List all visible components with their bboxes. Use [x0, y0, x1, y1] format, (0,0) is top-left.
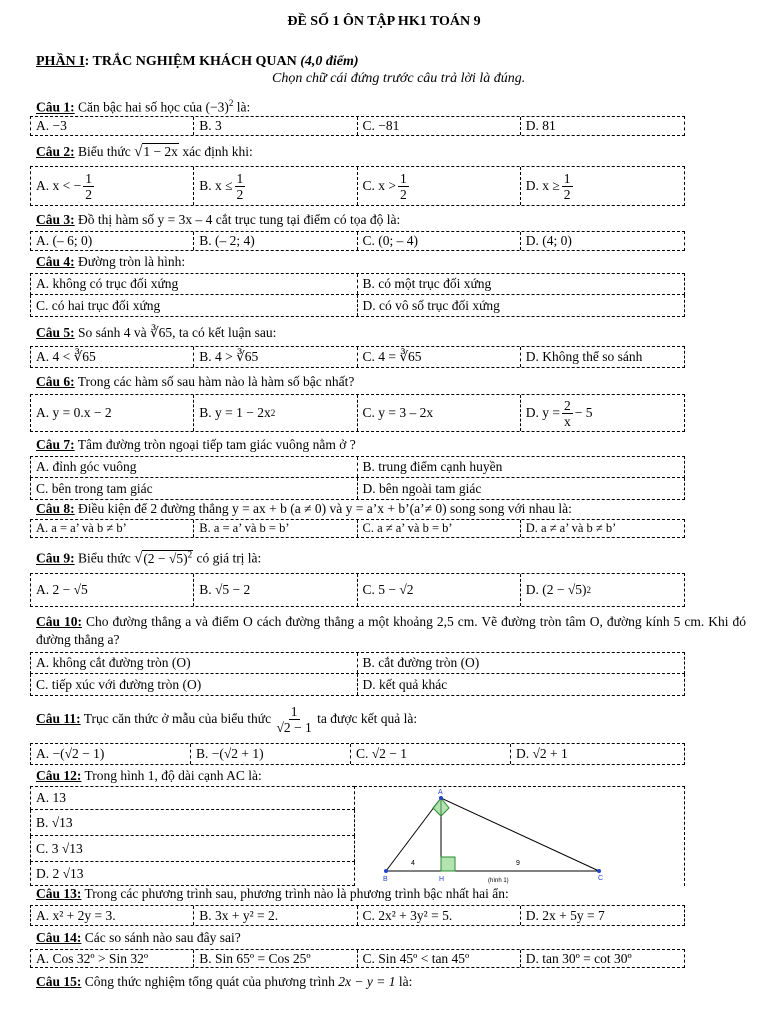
- question-text: Trong các phương trình sau, phương trình nào là phương trình bậc nhất hai ẩn:: [81, 886, 509, 901]
- question-text: Biểu thức: [74, 144, 135, 159]
- denominator: 2: [400, 186, 407, 202]
- math-expr: 2x − y = 1: [338, 974, 396, 989]
- exponent: 2: [228, 98, 234, 108]
- answer-row: [30, 519, 685, 538]
- sqrt-sign: √: [134, 550, 143, 567]
- question-text: Đường tròn là hình:: [74, 254, 186, 269]
- numerator: 1: [400, 170, 407, 186]
- question-number: Câu 5:: [36, 325, 75, 340]
- option-c[interactable]: C. a ≠ a’ và b = b’: [358, 520, 521, 537]
- fraction: [562, 171, 573, 202]
- option-a[interactable]: A. −(√2 − 1): [31, 744, 191, 764]
- option-d[interactable]: D. tan 30º = cot 30º: [525, 950, 632, 966]
- option-d[interactable]: [521, 167, 684, 205]
- option-d[interactable]: D. 2x + 5y = 7: [525, 907, 605, 923]
- option-a[interactable]: A. Cos 32º > Sin 32º: [31, 950, 194, 967]
- question-8: [36, 500, 746, 518]
- option-b[interactable]: B. Sin 65º = Cos 25º: [194, 950, 357, 967]
- answer-row: [30, 273, 685, 295]
- figure-caption: (hình 1): [488, 878, 509, 884]
- answer-row: [30, 652, 685, 674]
- answer-row: [30, 231, 685, 251]
- option-a[interactable]: A. 2 − √5: [31, 574, 194, 606]
- question-9: [36, 545, 746, 568]
- option-d[interactable]: D. √2 + 1: [515, 746, 568, 761]
- fraction: [398, 171, 409, 202]
- question-number: Câu 12:: [36, 768, 82, 783]
- part-heading: [36, 54, 359, 70]
- sqrt-sign: √: [134, 144, 143, 160]
- option-a[interactable]: A. a = a’ và b ≠ b’: [31, 520, 194, 537]
- question-text: ta được kết quả là:: [313, 711, 418, 726]
- question-4: [36, 253, 746, 271]
- question-7: [36, 436, 746, 454]
- question-number: Câu 1:: [36, 99, 75, 115]
- numerator: 2: [564, 397, 571, 413]
- option-b[interactable]: B. (– 2; 4): [194, 232, 357, 250]
- question-text: có giá trị là:: [193, 550, 262, 566]
- question-number: Câu 11:: [36, 711, 81, 726]
- option-d[interactable]: D. 81: [525, 118, 556, 133]
- question-number: Câu 10:: [36, 614, 83, 629]
- option-d[interactable]: D. bên ngoài tam giác: [362, 480, 482, 496]
- answer-row: [30, 949, 685, 968]
- option-b[interactable]: B. −(√2 + 1): [191, 744, 351, 764]
- question-text: Đồ thị hàm số y = 3x – 4 cắt trục tung tại điểm có tọa độ là:: [74, 212, 401, 227]
- math-expr: (−3): [205, 99, 229, 115]
- option-text: C. x >: [362, 178, 396, 193]
- point-b: [384, 869, 388, 873]
- question-number: Câu 15:: [36, 974, 82, 989]
- point-c: [597, 869, 601, 873]
- radicand: [142, 550, 193, 566]
- option-a[interactable]: A. không cắt đường tròn (O): [31, 653, 358, 673]
- option-text: − 5: [574, 405, 593, 420]
- question-text: Trong hình 1, độ dài cạnh AC là:: [81, 768, 262, 783]
- question-12: [36, 767, 746, 785]
- option-b[interactable]: [194, 395, 357, 431]
- question-text: Trong các hàm số sau hàm nào là hàm số bậc nhất?: [74, 374, 355, 389]
- question-text: Các so sánh nào sau đây sai?: [81, 930, 241, 945]
- fraction: [83, 171, 94, 202]
- answer-row: [30, 346, 685, 368]
- answer-row: [30, 786, 355, 810]
- option-c[interactable]: [358, 167, 521, 205]
- answer-row: [30, 674, 685, 696]
- label-h: H: [439, 876, 445, 883]
- numerator: 1: [85, 170, 92, 186]
- cube-root-expr: ∛65: [150, 325, 173, 340]
- option-c[interactable]: C. 5 − √2: [358, 574, 521, 606]
- numerator: 1: [290, 704, 298, 720]
- fraction: [235, 171, 246, 202]
- answer-row: [30, 456, 685, 478]
- question-text: Công thức nghiệm tổng quát của phương trình: [81, 974, 339, 989]
- answer-row: [30, 862, 355, 886]
- option-d[interactable]: D. kết quả khác: [362, 676, 448, 692]
- question-text: xác định khi:: [178, 144, 253, 159]
- question-number: Câu 9:: [36, 550, 75, 566]
- question-number: Câu 13:: [36, 886, 82, 901]
- option-d[interactable]: [521, 395, 684, 431]
- fraction: [277, 704, 312, 735]
- option-c[interactable]: C. 4 = ∛65: [358, 347, 521, 367]
- instruction: Chọn chữ cái đứng trước câu trả lời là đúng.: [272, 71, 526, 86]
- option-b[interactable]: B. 3x + y² = 2.: [194, 906, 357, 925]
- option-c[interactable]: C. 3 √13: [36, 840, 83, 856]
- option-b[interactable]: B. √13: [36, 814, 73, 830]
- question-text: , ta có kết luận sau:: [172, 325, 277, 340]
- label-c: C: [598, 875, 604, 882]
- option-b[interactable]: B. 4 > ∛65: [194, 347, 357, 367]
- label-a: A: [438, 789, 443, 796]
- question-10: [36, 613, 746, 649]
- option-c[interactable]: C. −81: [358, 117, 521, 135]
- question-text: Biểu thức: [74, 550, 135, 566]
- question-number: Câu 3:: [36, 212, 75, 227]
- option-c[interactable]: C. √2 − 1: [351, 744, 511, 764]
- question-text: Điều kiện để 2 đường thẳng y = ax + b (a ≠ 0) và y = a’x + b’(a’≠ 0) song song với nhau là:: [74, 501, 572, 516]
- question-2: [36, 143, 746, 161]
- question-text: Cho đường thẳng a và điểm O cách đường thẳng a một khoảng 2,5 cm. Vẽ đường tròn tâm O, đường kính 5 cm. Khi đó đường thẳng a?: [36, 614, 746, 647]
- option-a[interactable]: A. không có trục đối xứng: [31, 274, 358, 294]
- denominator: √2 − 1: [276, 720, 312, 736]
- right-angle-mark-h: [441, 857, 455, 871]
- answer-row: [30, 295, 685, 317]
- question-text: Tâm đường tròn ngoại tiếp tam giác vuông nằm ở ?: [74, 437, 356, 452]
- answer-row: [30, 116, 685, 136]
- question-number: Câu 7:: [36, 437, 75, 452]
- option-b[interactable]: B. cắt đường tròn (O): [362, 655, 480, 670]
- triangle-outline: [441, 798, 599, 871]
- option-text: D. x ≥: [525, 178, 560, 193]
- answer-row: [30, 836, 355, 862]
- option-d[interactable]: D. 2 √13: [36, 865, 84, 881]
- question-6: [36, 373, 746, 391]
- option-a[interactable]: A. (– 6; 0): [31, 232, 194, 250]
- question-13: [36, 885, 746, 903]
- answer-row: [30, 394, 685, 432]
- option-c[interactable]: C. y = 3 – 2x: [358, 395, 521, 431]
- question-number: Câu 6:: [36, 374, 75, 389]
- option-c[interactable]: C. (0; – 4): [358, 232, 521, 250]
- option-a[interactable]: A. đỉnh góc vuông: [31, 457, 358, 477]
- option-a[interactable]: A. 13: [36, 790, 66, 805]
- option-text: B. x ≤: [199, 178, 233, 193]
- option-a[interactable]: A. −3: [31, 117, 194, 135]
- option-d[interactable]: [521, 574, 684, 606]
- answer-row: [30, 166, 685, 206]
- option-d[interactable]: D. a ≠ a’ và b ≠ b’: [525, 521, 617, 535]
- answer-row: [30, 573, 685, 607]
- question-number: Câu 8:: [36, 501, 75, 516]
- question-text: là:: [233, 99, 251, 115]
- numerator: 1: [236, 170, 244, 186]
- question-1: [36, 94, 746, 117]
- length-hc: 9: [516, 860, 520, 867]
- question-text: So sánh 4 và: [74, 325, 151, 340]
- option-b[interactable]: B. có một trục đối xứng: [362, 276, 492, 291]
- question-3: [36, 211, 746, 229]
- question-14: [36, 929, 746, 947]
- option-c[interactable]: C. có hai trục đối xứng: [31, 295, 358, 316]
- radicand: 1 − 2x: [143, 144, 178, 159]
- question-5: [36, 324, 746, 342]
- length-bh: 4: [411, 860, 415, 867]
- part-label: PHẦN I: [36, 54, 85, 69]
- part-points: (4,0 điểm): [300, 54, 359, 69]
- question-11: [36, 704, 746, 735]
- triangle-figure: [354, 786, 610, 886]
- denominator: x: [564, 413, 571, 429]
- question-text: Trục căn thức ở mẫu của biểu thức: [80, 711, 275, 726]
- answer-row: [30, 743, 685, 765]
- question-15: [36, 973, 746, 991]
- question-number: Câu 14:: [36, 930, 82, 945]
- question-text: là:: [395, 974, 413, 989]
- option-a[interactable]: A. x² + 2y = 3.: [31, 906, 194, 925]
- option-c[interactable]: C. bên trong tam giác: [31, 478, 358, 499]
- option-b[interactable]: B. a = a’ và b = b’: [194, 520, 357, 537]
- denominator: 2: [563, 186, 571, 202]
- option-b[interactable]: B. trung điểm cạnh huyền: [362, 459, 503, 474]
- option-text: D. (2 − √5): [525, 582, 587, 597]
- exponent: 2: [187, 549, 193, 559]
- radicand-text: (2 − √5): [143, 550, 188, 566]
- option-a[interactable]: [31, 167, 194, 205]
- option-c[interactable]: C. tiếp xúc với đường tròn (O): [31, 674, 358, 695]
- option-text: A. x < −: [36, 178, 82, 193]
- option-c[interactable]: C. 2x² + 3y² = 5.: [358, 906, 521, 925]
- answer-row: [30, 905, 685, 926]
- option-b[interactable]: [194, 167, 357, 205]
- question-number: Câu 2:: [36, 144, 75, 159]
- option-c[interactable]: C. Sin 45º < tan 45º: [358, 950, 521, 967]
- answer-row: [30, 810, 355, 836]
- document-title: ĐỀ SỐ 1 ÔN TẬP HK1 TOÁN 9: [287, 14, 481, 29]
- denominator: 2: [236, 186, 244, 202]
- option-a[interactable]: A. 4 < ∛65: [31, 347, 194, 367]
- option-d[interactable]: D. có vô số trục đối xứng: [362, 297, 500, 313]
- option-text: B. y = 1 − 2x: [199, 405, 271, 420]
- answer-row: [30, 478, 685, 500]
- part-name: : TRẮC NGHIỆM KHÁCH QUAN: [84, 54, 297, 69]
- option-b[interactable]: B. 3: [194, 117, 357, 135]
- option-d[interactable]: D. (4; 0): [525, 233, 572, 248]
- fraction: [562, 398, 573, 429]
- option-text: D. y =: [525, 405, 560, 420]
- option-b[interactable]: B. √5 − 2: [194, 574, 357, 606]
- exponent: 2: [270, 408, 276, 418]
- numerator: 1: [563, 170, 571, 186]
- option-a[interactable]: A. y = 0.x − 2: [31, 395, 194, 431]
- denominator: 2: [85, 186, 92, 202]
- question-number: Câu 4:: [36, 254, 75, 269]
- point-a: [439, 796, 443, 800]
- exponent: 2: [586, 585, 592, 595]
- label-b: B: [383, 876, 388, 883]
- question-text: Căn bậc hai số học của: [74, 99, 206, 115]
- option-d[interactable]: D. Không thể so sánh: [525, 349, 643, 364]
